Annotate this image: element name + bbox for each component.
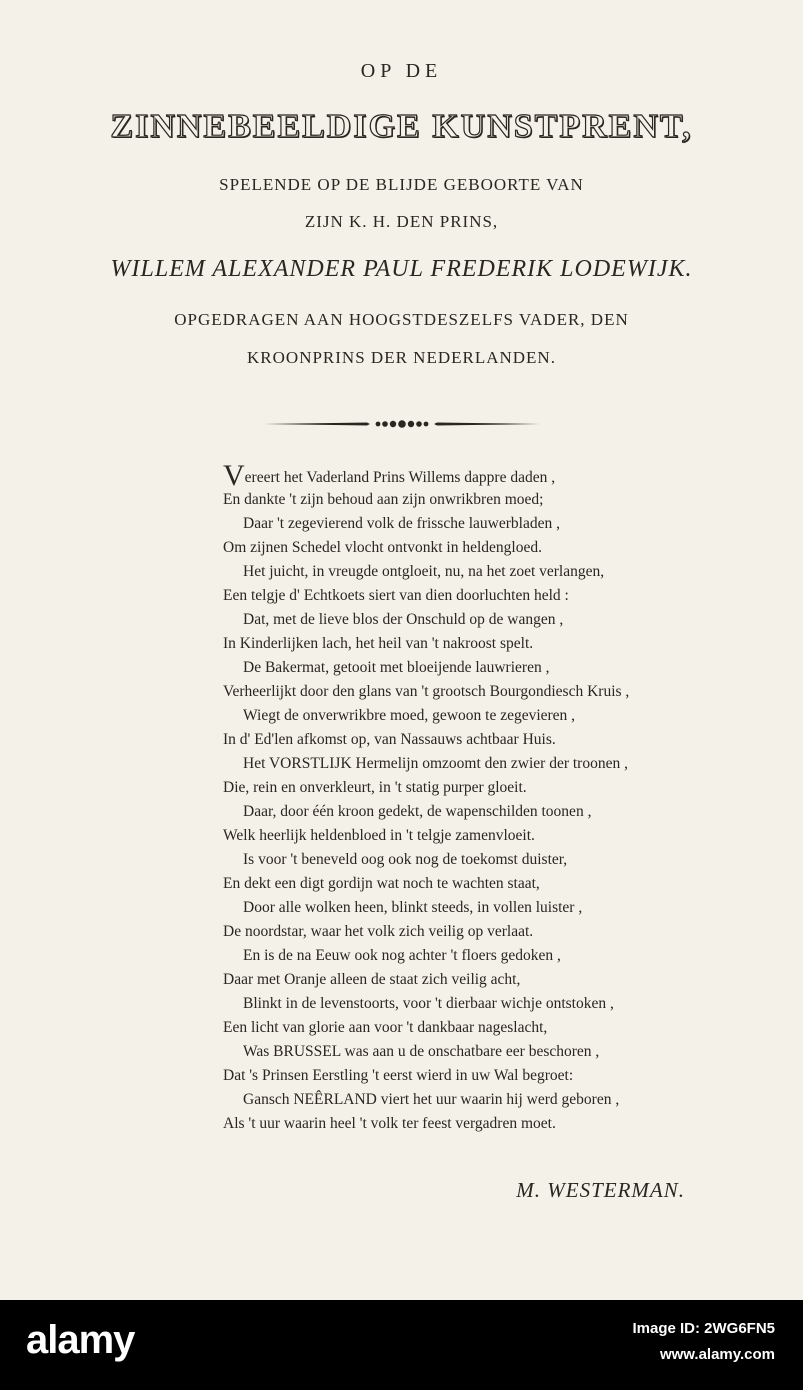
poem-line xyxy=(223,459,693,492)
poem-line: Daar 't zegevierend volk de frissche lauwerbladen , xyxy=(243,515,560,532)
poem-line: De noordstar, waar het volk zich veilig op verlaat. xyxy=(223,923,534,940)
dedication-line-1: OPGEDRAGEN AAN HOOGSTDESZELFS VADER, DEN xyxy=(174,310,629,329)
poem-line: Gansch NEÊRLAND viert het uur waarin hij werd geboren , xyxy=(243,1091,620,1108)
subtitle-line-1: SPELENDE OP DE BLIJDE GEBOORTE VAN xyxy=(219,175,584,194)
divider-ornament xyxy=(262,416,542,432)
heading-op-de: OP DE xyxy=(360,60,443,82)
poem-line: Verheerlijkt door den glans van 't grootsch Bourgondiesch Kruis , xyxy=(223,683,630,700)
poem-line: Door alle wolken heen, blinkt steeds, in vollen luister , xyxy=(243,899,583,916)
poem-line: Een telgje d' Echtkoets siert van dien doorluchten held : xyxy=(223,587,569,604)
poem-line: Dat, met de lieve blos der Onschuld op de wangen , xyxy=(243,611,564,628)
poem-line-text: ereert het Vaderland Prins Willems dappre daden , xyxy=(244,469,556,486)
subtitle-line-2: ZIJN K. H. DEN PRINS, xyxy=(304,212,499,231)
poem-line: Het juicht, in vreugde ontgloeit, nu, na het zoet verlangen, xyxy=(243,563,605,580)
poem-line: Dat 's Prinsen Eerstling 't eerst wierd in uw Wal begroet: xyxy=(223,1067,574,1084)
poem-line: En is de na Eeuw ook nog achter 't floers gedoken , xyxy=(243,947,561,964)
author-signature: M. WESTERMAN. xyxy=(516,1178,685,1202)
poem-line: Daar, door één kroon gedekt, de wapenschilden toonen , xyxy=(243,803,592,820)
drop-cap: V xyxy=(223,459,245,492)
poem-line: Is voor 't beneveld oog ook nog de toekomst duister, xyxy=(243,851,568,868)
poem-line: De Bakermat, getooit met bloeijende lauwrieren , xyxy=(243,659,550,676)
poem-line: Daar met Oranje alleen de staat zich veilig acht, xyxy=(223,971,521,988)
poem-line: Als 't uur waarin heel 't volk ter feest vergadren moet. xyxy=(223,1115,556,1132)
watermark-url: www.alamy.com xyxy=(659,1346,775,1363)
dedication-line-2: KROONPRINS DER NEDERLANDEN. xyxy=(247,348,556,367)
poem-line: Het VORSTLIJK Hermelijn omzoomt den zwier der troonen , xyxy=(243,755,628,772)
poem-line: Blinkt in de levenstoorts, voor 't dierbaar wichje ontstoken , xyxy=(243,995,614,1012)
main-title: ZINNEBEELDIGE KUNSTPRENT, xyxy=(110,108,693,145)
watermark-image-id: Image ID: 2WG6FN5 xyxy=(632,1320,775,1337)
poem-line: En dekt een digt gordijn wat noch te wachten staat, xyxy=(223,875,540,892)
poem-line: Die, rein en onverkleurt, in 't statig purper gloeit. xyxy=(223,779,527,796)
poem-line: In d' Ed'len afkomst op, van Nassauws achtbaar Huis. xyxy=(223,731,556,748)
poem-line: In Kinderlijken lach, het heil van 't nakroost spelt. xyxy=(223,635,534,652)
poem-line: En dankte 't zijn behoud aan zijn onwrikbren moed; xyxy=(223,491,544,508)
poem-line: Een licht van glorie aan voor 't dankbaar nageslacht, xyxy=(223,1019,548,1036)
watermark-logo: alamy xyxy=(26,1318,135,1362)
prince-name: WILLEM ALEXANDER PAUL FREDERIK LODEWIJK. xyxy=(110,256,693,282)
poem-line: Welk heerlijk heldenbloed in 't telgje zamenvloeit. xyxy=(223,827,535,844)
poem xyxy=(223,459,693,1136)
poem-line: Om zijnen Schedel vlocht ontvonkt in heldengloed. xyxy=(223,539,542,556)
poem-line: Was BRUSSEL was aan u de onschatbare eer beschoren , xyxy=(243,1043,600,1060)
poem-line: Wiegt de onverwrikbre moed, gewoon te zegevieren , xyxy=(243,707,576,724)
